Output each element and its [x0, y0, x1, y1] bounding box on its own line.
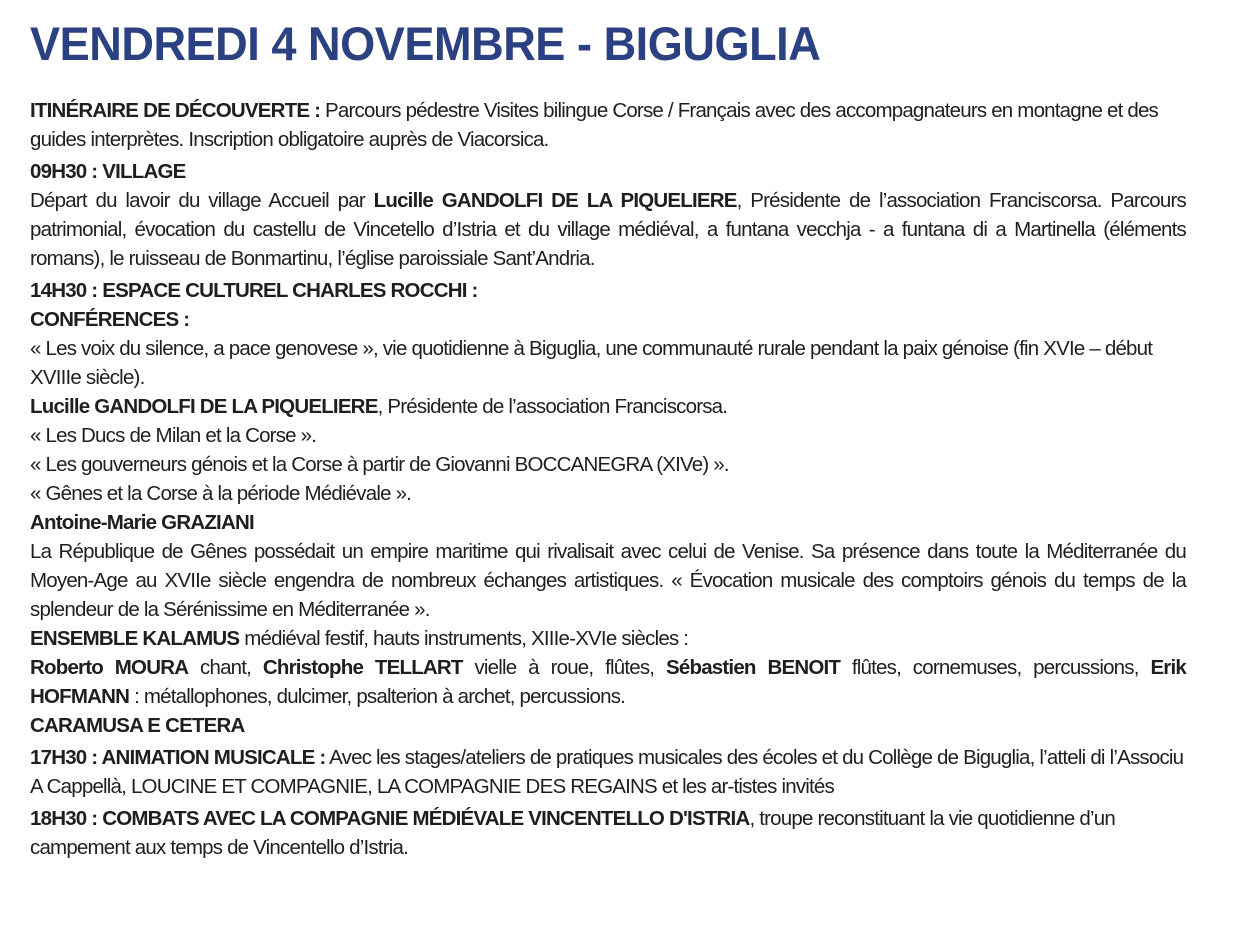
- animation-text: Avec les stages/ateliers de pratiques musicales des écoles et du Collège de Biguglia, l’atteli di l’Associu A Cappellà, LOUCINE ET COMPAGNIE, LA COMPAGNIE DES REGAINS et les ar-tistes invités: [30, 746, 1184, 798]
- itinerary-paragraph: [30, 96, 1186, 154]
- group-2: [30, 711, 1186, 740]
- musician-4-name: Erik HOFMANN: [30, 656, 1186, 708]
- village-host-name: Lucille GANDOLFI DE LA PIQUELIERE: [373, 189, 737, 212]
- musicians-line: [30, 653, 1186, 711]
- talk-4: « Gênes et la Corse à la période Médiévale ».: [30, 482, 412, 505]
- combats-label: 18H30 : COMBATS AVEC LA COMPAGNIE MÉDIÉVALE VINCENTELLO D'ISTRIA: [30, 807, 750, 830]
- group-2-name: CARAMUSA E CETERA: [30, 714, 245, 737]
- speaker-2: [30, 508, 1186, 537]
- village-paragraph: [30, 186, 1186, 273]
- conferences-heading: [30, 305, 1186, 334]
- musician-1-name: Roberto MOURA: [30, 656, 189, 679]
- itinerary-text: Parcours pédestre Visites bilingue Corse / Français avec des accompagnateurs en montagne et des guides interprètes. Inscription obligatoire auprès de Viacorsica.: [30, 99, 1159, 151]
- village-text-before: Départ du lavoir du village Accueil par: [30, 189, 374, 212]
- page-title: VENDREDI 4 NOVEMBRE - BIGUGLIA: [30, 17, 821, 70]
- animation-label: 17H30 : ANIMATION MUSICALE :: [30, 746, 326, 769]
- talk-1: « Les voix du silence, a pace genovese », vie quotidienne à Biguglia, une communauté rurale pendant la paix génoise (fin XVIe – début XVIIIe siècle).: [30, 337, 1153, 389]
- speaker-1-role: , Présidente de l’association Franciscorsa.: [377, 395, 728, 418]
- musician-2-role: vielle à roue, flûtes,: [462, 656, 666, 679]
- animation-paragraph: [30, 743, 1186, 801]
- ensemble-desc: médiéval festif, hauts instruments, XIIIe-XVIe siècles :: [239, 627, 689, 650]
- musician-1-role: chant,: [188, 656, 263, 679]
- combats-paragraph: [30, 804, 1186, 862]
- program-page: [30, 14, 1186, 862]
- musician-2-name: Christophe TELLART: [262, 656, 463, 679]
- espace-heading: [30, 276, 1186, 305]
- program-body: [30, 96, 1186, 862]
- talk-2: « Les Ducs de Milan et la Corse ».: [30, 424, 317, 447]
- itinerary-label: ITINÉRAIRE DE DÉCOUVERTE :: [30, 99, 321, 122]
- village-heading: [30, 157, 1186, 186]
- speaker-1: [30, 392, 1186, 421]
- musician-4-role: : métallophones, dulcimer, psalterion à archet, percussions.: [129, 685, 626, 708]
- concert-description: La République de Gênes possédait un empire maritime qui rivalisait avec celui de Venise. Sa présence dans toute la Méditerranée du Moyen-Age au XVIIe siècle engendra de nombreux échanges artistiques. « Évocation musicale des comptoirs génois du temps de la splendeur de la Sérénissime en Méditerranée ».: [30, 540, 1186, 621]
- conferences-heading-text: CONFÉRENCES :: [30, 308, 190, 331]
- musician-3-role: flûtes, cornemuses, percussions,: [840, 656, 1151, 679]
- talk-3: « Les gouverneurs génois et la Corse à partir de Giovanni BOCCANEGRA (XIVe) ».: [30, 453, 729, 476]
- village-heading-text: 09H30 : VILLAGE: [30, 160, 186, 183]
- speaker-2-name: Antoine-Marie GRAZIANI: [30, 511, 254, 534]
- combats-text: , troupe reconstituant la vie quotidienne d’un campement aux temps de Vincentello d’Istria.: [30, 807, 1115, 859]
- ensemble-name: ENSEMBLE KALAMUS: [30, 627, 240, 650]
- village-text-after: , Présidente de l’association Franciscorsa. Parcours patrimonial, évocation du castellu de Vincetello d’Istria et du village médiéval, a funtana vecchja - a funtana di a Martinella (éléments romans), le ruisseau de Bonmartinu, l’église paroissiale Sant’Andria.: [30, 189, 1186, 270]
- musician-3-name: Sébastien BENOIT: [666, 656, 841, 679]
- speaker-1-name: Lucille GANDOLFI DE LA PIQUELIERE: [30, 395, 378, 418]
- espace-heading-text: 14H30 : ESPACE CULTUREL CHARLES ROCCHI :: [30, 279, 478, 302]
- ensemble-line: [30, 624, 1186, 653]
